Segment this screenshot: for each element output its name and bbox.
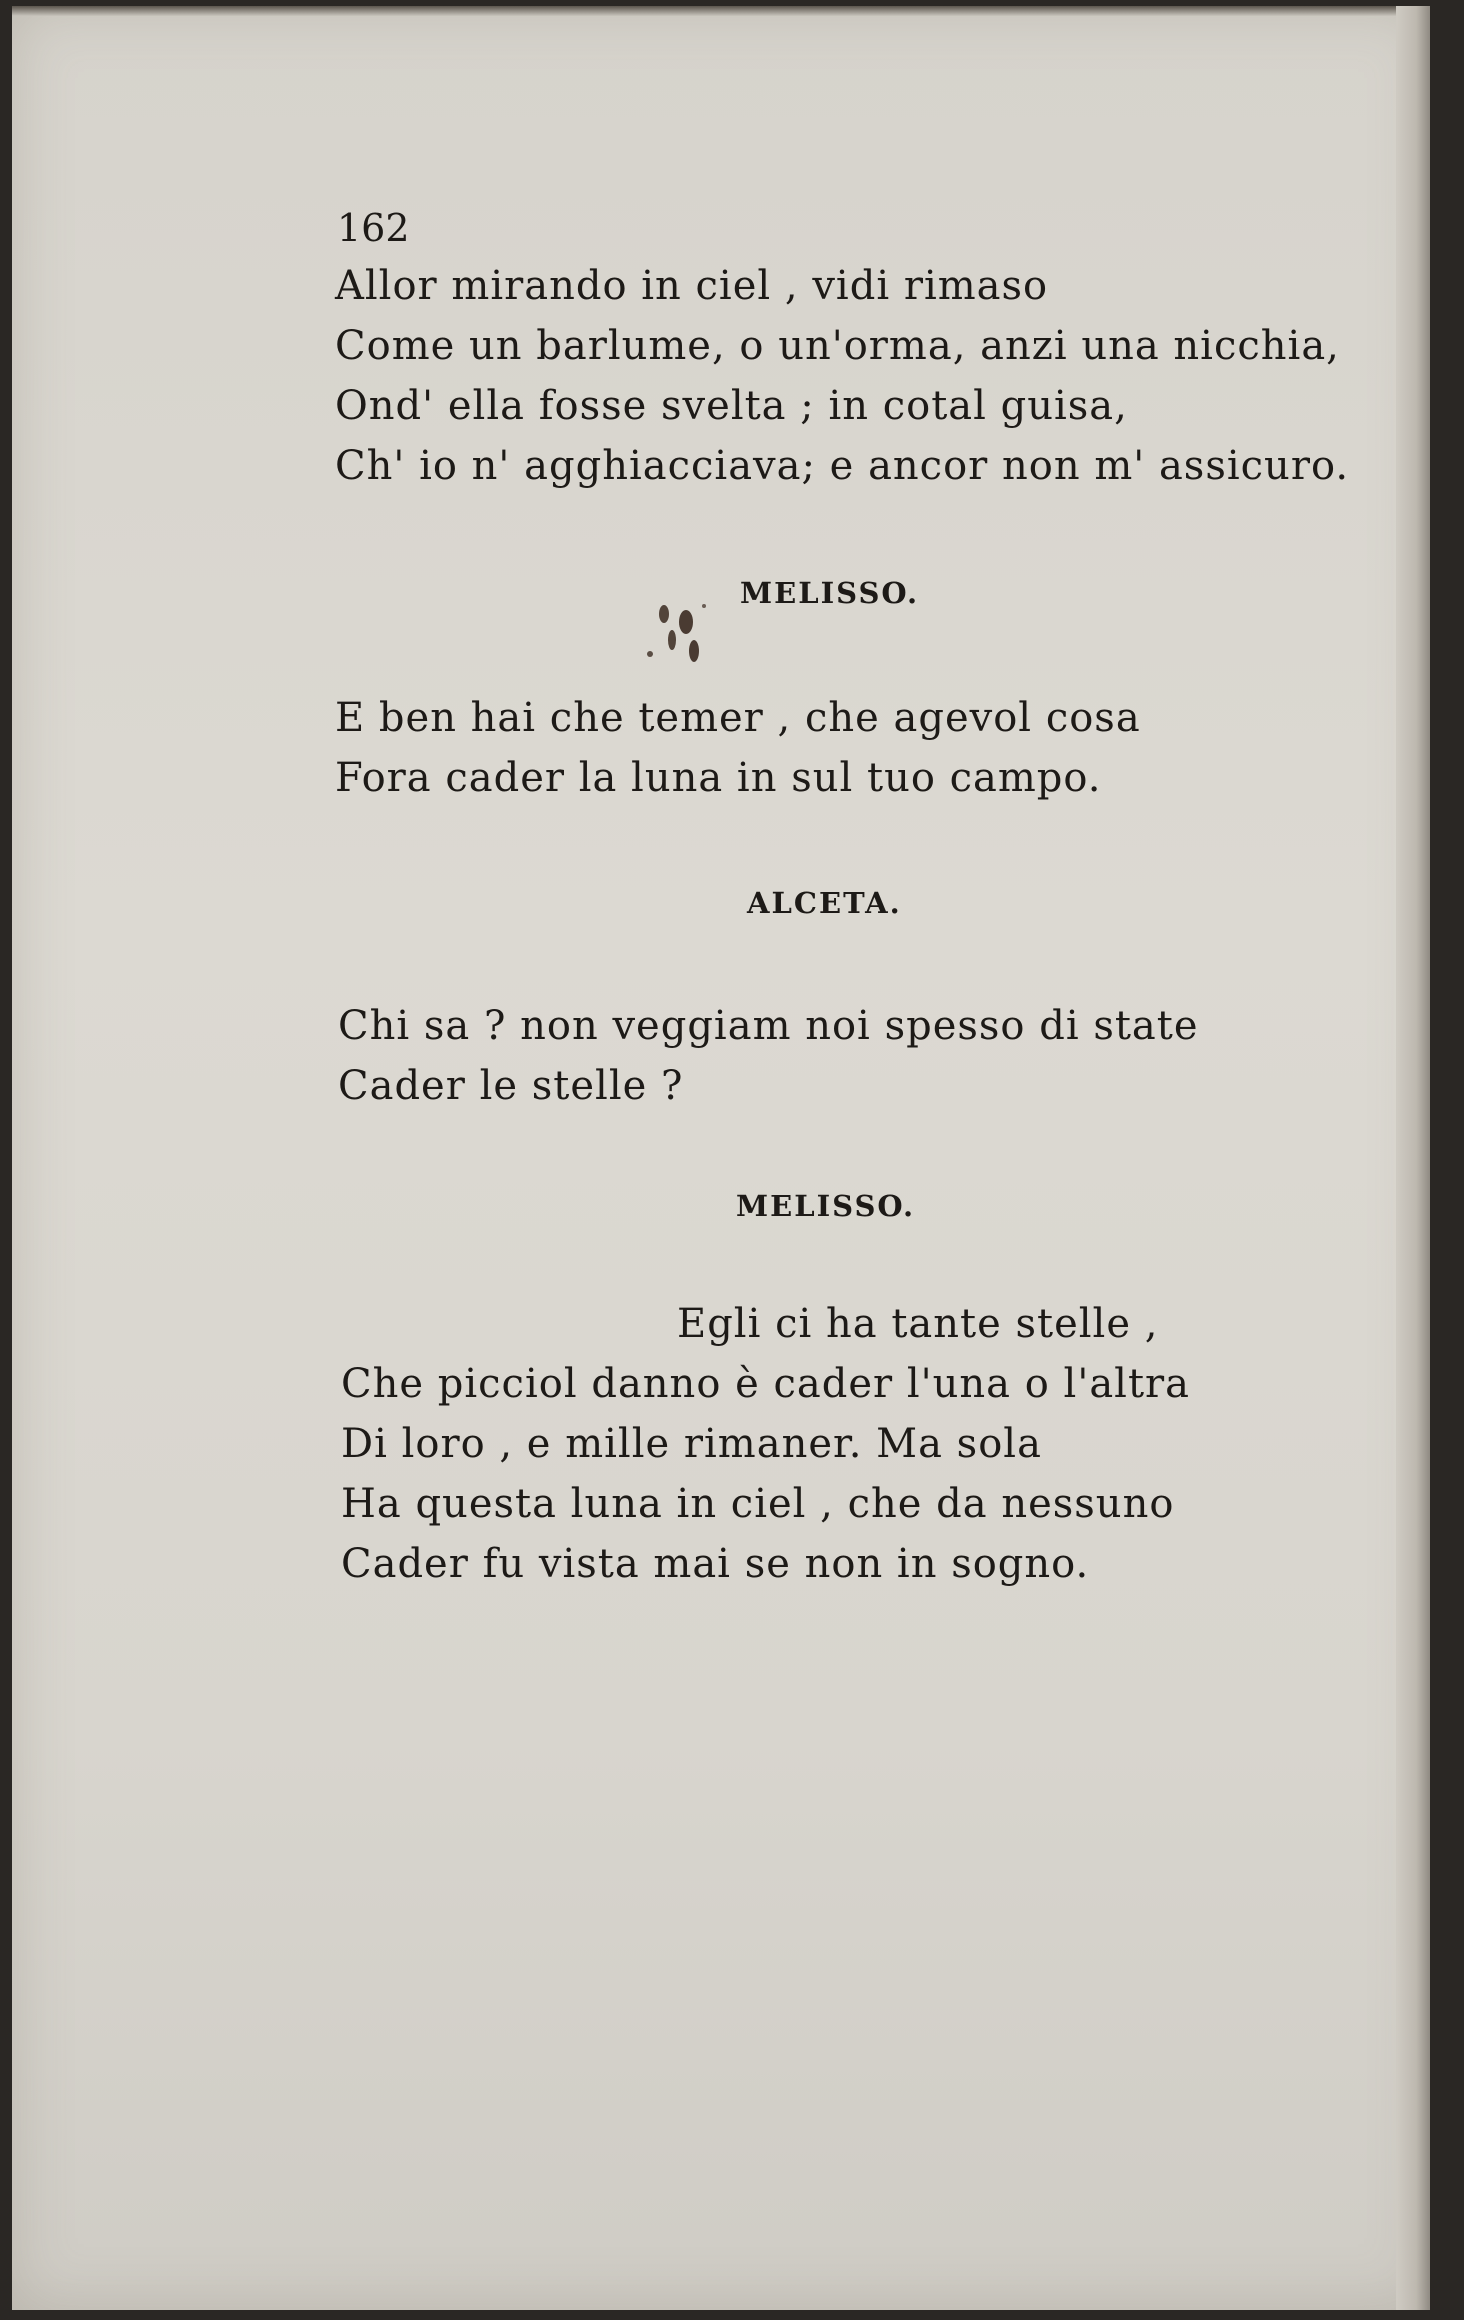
book-page — [12, 6, 1430, 2310]
speaker-heading: MELISSO. — [736, 1189, 916, 1223]
verse-line: Che picciol danno è cader l'una o l'altra — [341, 1361, 1191, 1407]
verse-line: Ond' ella fosse svelta ; in cotal guisa, — [335, 383, 1128, 429]
verse-line: Ha questa luna in ciel , che da nessuno — [341, 1481, 1175, 1527]
verse-line: Egli ci ha tante stelle , — [677, 1301, 1159, 1347]
verse-line: Di loro , e mille rimaner. Ma sola — [341, 1421, 1042, 1467]
verse-line: E ben hai che temer , che agevol cosa — [335, 695, 1141, 741]
ink-stain-mark — [642, 596, 722, 686]
verse-line: Cader le stelle ? — [338, 1063, 684, 1109]
page-right-edge — [1396, 6, 1430, 2310]
page-top-edge — [12, 6, 1430, 16]
verse-line: Ch' io n' agghiacciava; e ancor non m' assicuro. — [335, 443, 1350, 489]
verse-line: Fora cader la luna in sul tuo campo. — [335, 755, 1102, 801]
speaker-heading: MELISSO. — [740, 576, 920, 610]
verse-line: Chi sa ? non veggiam noi spesso di state — [338, 1003, 1199, 1049]
speaker-heading: ALCETA. — [747, 886, 902, 920]
verse-line: Allor mirando in ciel , vidi rimaso — [335, 263, 1049, 309]
verse-line: Cader fu vista mai se non in sogno. — [341, 1541, 1090, 1587]
verse-line: Come un barlume, o un'orma, anzi una nicchia, — [335, 323, 1340, 369]
page-number: 162 — [337, 206, 410, 250]
